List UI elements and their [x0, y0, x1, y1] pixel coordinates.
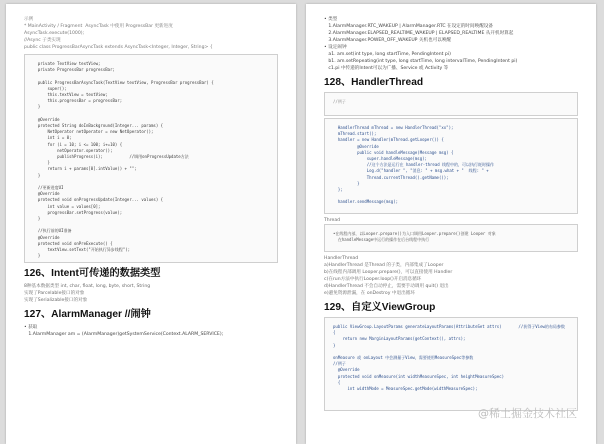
list-item: d)HandlerThread 不会自动停止，需要手动调用 quit() 退出 — [324, 284, 449, 289]
code-block-handlerthread: HandlerThread mThread = new HandlerThread("xx"); mThread.start(); handler = new Handler(mThread.getLooper()) { @Override public void handleMessage(Message msg) { super.handleMessage(msg); //这个方法是运行在 handler-thread 线程中的，可以执行耗时操作 Log.d("handler ", "消息: " + msg.what + " 线程: " + Thread.currentThread().getName()); } }; handler.sendMessage(msg); — [324, 118, 578, 214]
list-item: 1.AlarmManager.RTC_WAKEUP | AlarmManager.RTC 在设定的时间唤醒设备 — [324, 24, 493, 29]
list-item: • 类型 — [324, 17, 338, 22]
list-item: • 获取 — [24, 325, 38, 330]
heading-129: 129、自定义ViewGroup — [324, 302, 436, 313]
intent-types-list — [24, 283, 278, 304]
page-right — [306, 4, 596, 444]
heading-126: 126、Intent可传递的数据类型 — [24, 268, 161, 279]
text-line: public class ProgressBarAsyncTask extends AsyncTask<Integer, Integer, String> { — [24, 45, 213, 50]
list-item: 实现了Serializable接口的对象 — [24, 298, 88, 303]
page-left — [6, 4, 296, 444]
note-line: •在线程内部，以Looper.prepare()为入口调用Looper.prepare()创建 Looper 对象 — [333, 231, 496, 236]
list-item: a1. am.set(int type, long startTime, PendingIntent pi) — [324, 52, 451, 57]
list-item: 1.AlarmManager am = (AlarmManager)getSystemService(Context.ALARM_SERVICE); — [24, 332, 224, 337]
list-item: b1. am.setRepeating(int type, long startTime, long intervalTime, PendingIntent pi) — [324, 59, 518, 64]
list-item: • 设定闹钟 — [324, 45, 347, 50]
code-block-asynctask: private TextView textView; private ProgressBar progressBar; public ProgressBarAsyncTask(TextView textView, ProgressBar progressBar) { super(); this.textView = textView; this.progressBar = progressBar; } @Override protected String doInBackground(Integer... params) { NetOperator netOperator = new NetOperator(); int i = 0; for (i = 10; i <= 100; i+=10) { netOperator.operator(); publishProgress(i); //调用onProgressUpdate方法 } return i + params[0].intValue() + ""; } //更新进度UI @Override protected void onProgressUpdate(Integer... values) { int value = values[0]; progressBar.setProgress(value); } //执行前的UI准备 @Override protected void onPreExecute() { textView.setText("开始执行异步线程"); } — [24, 54, 278, 263]
code-block-viewgroup: public ViewGroup.LayoutParams generateLayoutParams(AttributeSet attrs) //获得子View的布局参数 { return new MarginLayoutParams(getContext(), attrs); } onMeasure 或 onLayout 中会测量子View，需要使用MeasureSpec等参数 //例子 @Override protected void onMeasure(int widthMeasureSpec, int heightMeasureSpec) { int widthMode = MeasureSpec.getMode(widthMeasureSpec); — [324, 317, 578, 411]
list-item: b)在线程内部调用 Looper.prepare()，可以直接使用 Handler — [324, 270, 453, 275]
list-item: 2.AlarmManager.ELAPSED_REALTIME_WAKEUP | ELAPSED_REALTIME 从开机时算起 — [324, 31, 514, 36]
list-item: HandlerThread — [324, 256, 359, 261]
intro-lines — [24, 16, 278, 51]
handlerthread-notes — [324, 255, 578, 297]
text-line: 示例 — [24, 17, 34, 22]
list-item: a)HandlerThread 是Thread 的子类，内部集成了Looper — [324, 263, 444, 268]
heading-128: 128、HandlerThread — [324, 77, 424, 88]
heading-127: 127、AlarmManager //闹钟 — [24, 309, 151, 320]
list-item: c1.pi 中传递的Intent可以为广播、Service 或 Activity 等 — [324, 66, 449, 71]
list-item: 实现了Parcelable接口的对象 — [24, 291, 85, 296]
text-line: * MainActivity / Fragment AsyncTask 中使用 ProgressBar 更新进度 — [24, 24, 173, 29]
alarm-get-list — [24, 324, 278, 338]
note-line: 在handleMessage中运行的操作在后台线程中执行 — [333, 237, 430, 243]
list-item: c)在run方法中执行Looper.loop()开启消息循环 — [324, 277, 422, 282]
text-line: //Async 子类实现 — [24, 38, 61, 43]
list-item: 8种基本数据类型 int, char, float, long, byte, short, String — [24, 284, 151, 289]
text-line: AsyncTask.execute(1000); — [24, 31, 85, 36]
thread-label: Thread — [324, 218, 341, 223]
code-block-handlerthread-note: //例子 — [324, 92, 578, 116]
list-item: 3.AlarmManager.POWER_OFF_WAKEUP 关机也可以唤醒 — [324, 38, 452, 43]
watermark-text: @稀土掘金技术社区 — [478, 407, 577, 420]
alarm-type-list — [324, 16, 578, 72]
thread-note-box — [324, 224, 578, 252]
list-item: e)避免资源泄漏，在 onDestroy 中退出循环 — [324, 291, 415, 296]
